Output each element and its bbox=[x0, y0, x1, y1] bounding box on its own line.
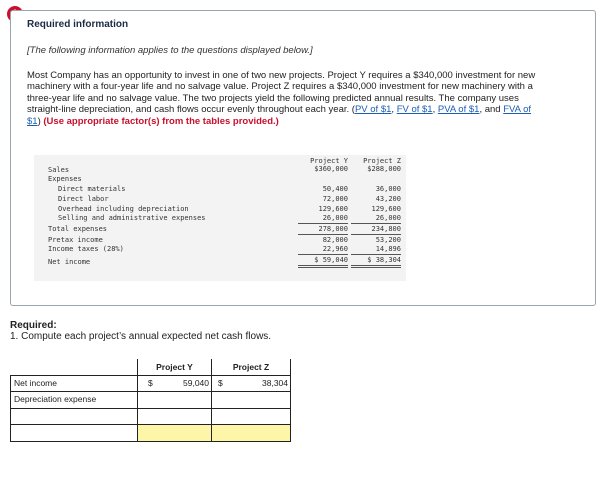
stmt-value-y: 22,960 bbox=[298, 245, 348, 255]
stmt-value-z: 53,200 bbox=[375, 236, 401, 244]
stmt-row-label: Sales bbox=[48, 166, 70, 174]
stmt-row-label: Direct labor bbox=[58, 195, 109, 203]
stmt-value-z: $ 38,304 bbox=[351, 256, 401, 268]
row-label-total[interactable] bbox=[10, 425, 137, 442]
stmt-value-y: 278,000 bbox=[298, 225, 348, 235]
info-paragraph: Most Company has an opportunity to invest in one of two new projects. Project Y requires a $340,000 investment for new machinery with a four-year life and no salvage value. Project Z requires a $340,000 investment for new machinery with a three-year life and no salvage value. The two projects yield the following predicted annual results. The company uses straight-line depreciation, and cash flows occur evenly throughout each year. (PV of $1, FV of $1, PVA of $1, and FVA of $1) (Use appropriate factor(s) from the tables provided.) bbox=[27, 70, 536, 127]
pva-link[interactable]: PVA of $1 bbox=[437, 104, 480, 116]
info-subtitle: [The following information applies to the questions displayed below.] bbox=[27, 45, 313, 56]
header-project-z: Project Z bbox=[363, 157, 401, 165]
paragraph-text: Most Company has an opportunity to invest in one of two new projects. Project Y requires a $340,000 investment for new machinery with a four-year life and no salvage value. Project Z requires a $340,000 investment for new machinery with a three-year life and no salvage value. The two projects yield the following predicted annual results. The company uses straight-line depreciation, and cash flows occur evenly throughout each year. bbox=[27, 70, 536, 116]
info-title: Required information bbox=[27, 19, 129, 30]
answer-table bbox=[10, 359, 291, 442]
net-income-y-input[interactable]: $ 59,040 bbox=[137, 375, 211, 392]
stmt-value-y: 50,400 bbox=[322, 185, 348, 193]
depreciation-z-input[interactable] bbox=[211, 392, 291, 409]
stmt-value-y: 72,000 bbox=[322, 195, 348, 203]
stmt-row-label: Total expenses bbox=[48, 225, 108, 233]
stmt-value-z: 234,800 bbox=[351, 225, 401, 235]
projects-income-statement bbox=[34, 155, 406, 281]
required-question: 1. Compute each project’s annual expected net cash flows. bbox=[10, 331, 272, 342]
row3-y-input[interactable] bbox=[137, 409, 211, 425]
factor-instruction: (Use appropriate factor(s) from the tables provided.) bbox=[40, 115, 279, 127]
pv-link[interactable]: PV of $1 bbox=[354, 104, 392, 116]
depreciation-y-input[interactable] bbox=[137, 392, 211, 409]
fva-link[interactable]: FVA of $1 bbox=[27, 104, 532, 127]
stmt-value-y: 26,000 bbox=[298, 214, 348, 224]
header-project-y: Project Y bbox=[310, 157, 348, 165]
stmt-row-label: Direct materials bbox=[58, 185, 126, 193]
fv-link[interactable]: FV of $1 bbox=[396, 104, 433, 116]
row-label-net-income: Net income bbox=[10, 375, 137, 392]
stmt-value-z: 26,000 bbox=[351, 214, 401, 224]
row-label-blank[interactable] bbox=[10, 409, 137, 425]
investment-z: $288,000 bbox=[367, 165, 401, 173]
stmt-row-label: Expenses bbox=[48, 175, 82, 183]
stmt-value-z: 14,896 bbox=[351, 245, 401, 255]
stmt-value-y: 129,600 bbox=[318, 205, 348, 213]
stmt-value-z: 43,200 bbox=[375, 195, 401, 203]
stmt-value-y: 82,000 bbox=[322, 236, 348, 244]
stmt-row-label: Overhead including depreciation bbox=[58, 205, 189, 213]
col-header-project-z: Project Z bbox=[211, 359, 291, 375]
col-header-project-y: Project Y bbox=[137, 359, 211, 375]
stmt-value-z: 36,000 bbox=[375, 185, 401, 193]
net-cash-flow-z-input[interactable] bbox=[211, 425, 291, 442]
row-label-depreciation-expense: Depreciation expense bbox=[10, 392, 137, 409]
stmt-row-label: Selling and administrative expenses bbox=[58, 214, 206, 222]
stmt-value-y: $ 59,040 bbox=[298, 256, 348, 268]
stmt-value-z: 129,600 bbox=[371, 205, 401, 213]
net-income-z-input[interactable]: $ 38,304 bbox=[211, 375, 291, 392]
net-cash-flow-y-input[interactable] bbox=[137, 425, 211, 442]
investment-y: $360,000 bbox=[314, 165, 348, 173]
row3-z-input[interactable] bbox=[211, 409, 291, 425]
stmt-row-label: Pretax income bbox=[48, 236, 103, 244]
stmt-row-label: Income taxes (28%) bbox=[48, 245, 124, 253]
stmt-row-label: Net income bbox=[48, 258, 91, 266]
required-heading: Required: bbox=[10, 320, 57, 331]
